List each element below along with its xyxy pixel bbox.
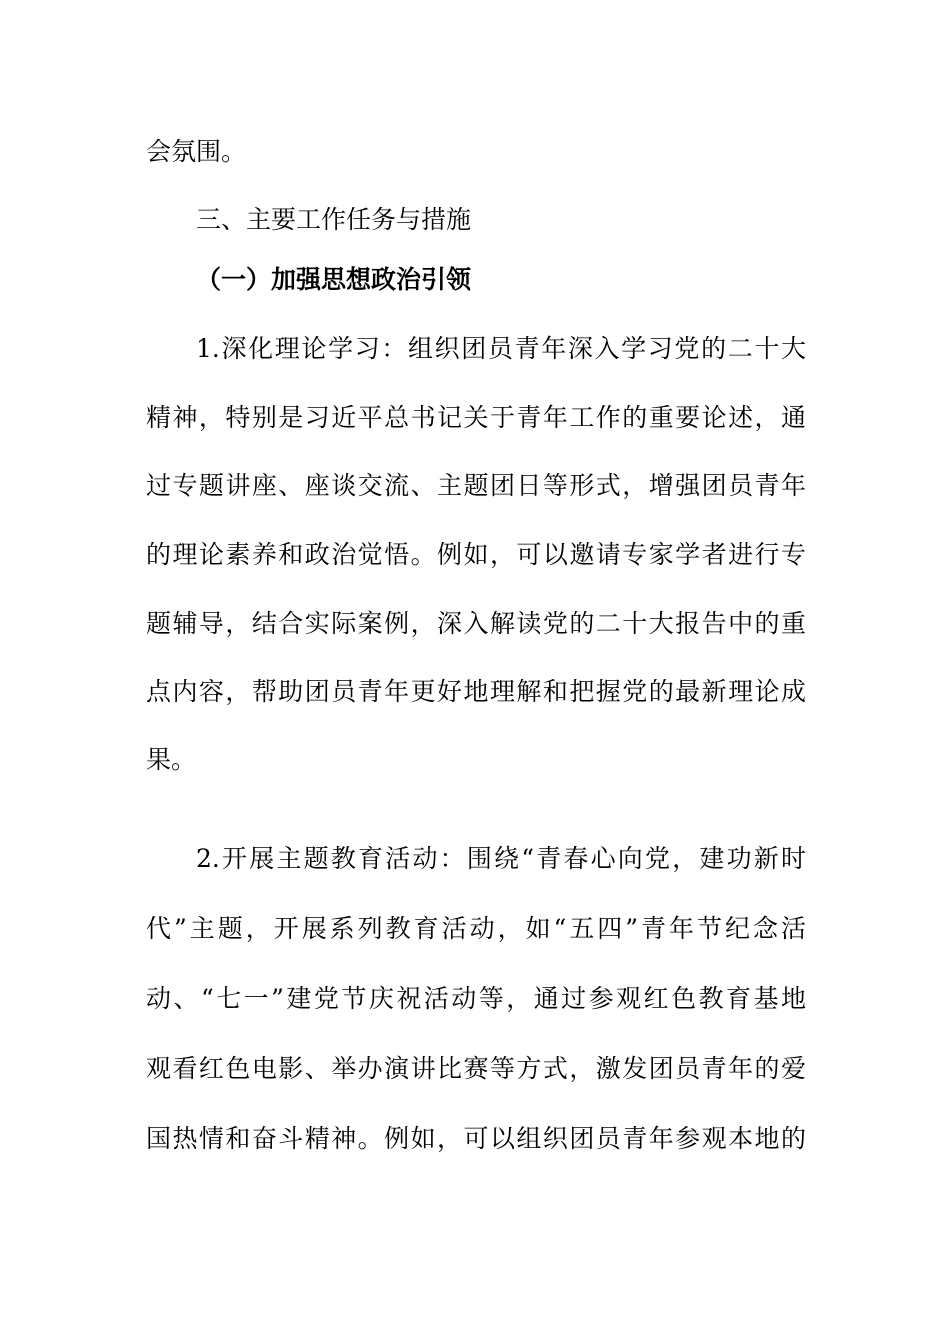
paragraph-line: 果。 [146,745,197,774]
paragraph-line: 动、“七一”建党节庆祝活动等，通过参观红色教育基地 [146,984,806,1013]
paragraph-line: 1.深化理论学习：组织团员青年深入学习党的二十大 [196,334,806,363]
paragraph-line: 国热情和奋斗精神。例如，可以组织团员青年参观本地的 [146,1124,806,1153]
section-heading: 三、主要工作任务与措施 [196,205,472,234]
subsection-heading: （一）加强思想政治引领 [196,265,472,294]
paragraph-line: 观看红色电影、举办演讲比赛等方式，激发团员青年的爱 [146,1054,806,1083]
paragraph-line: 题辅导，结合实际案例，深入解读党的二十大报告中的重 [146,609,806,638]
paragraph-line: 代”主题，开展系列教育活动，如“五四”青年节纪念活 [146,914,806,943]
paragraph-line: 精神，特别是习近平总书记关于青年工作的重要论述，通 [146,403,806,432]
paragraph-line: 过专题讲座、座谈交流、主题团日等形式，增强团员青年 [146,471,806,500]
paragraph-line: 2.开展主题教育活动：围绕“青春心向党，建功新时 [196,844,806,873]
paragraph-line: 点内容，帮助团员青年更好地理解和把握党的最新理论成 [146,677,806,706]
text-line: 会氛围。 [146,137,247,166]
paragraph-line: 的理论素养和政治觉悟。例如，可以邀请专家学者进行专 [146,540,806,569]
